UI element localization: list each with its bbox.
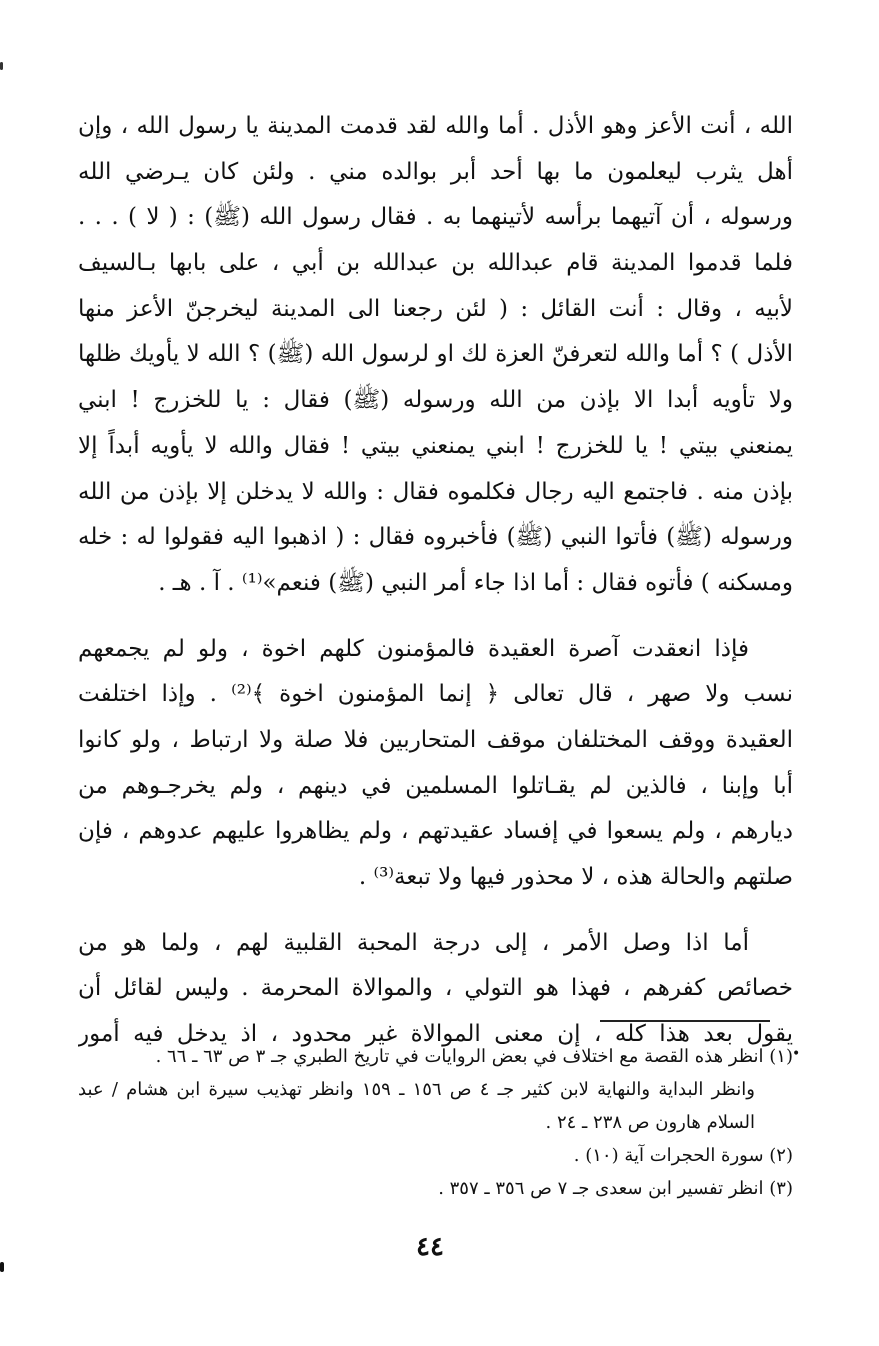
text-line: الأذل ) ؟ أما والله لتعرفنّ العزة لك او لرسول الله (ﷺ) ؟ الله لا يأويك ظلها <box>78 341 793 368</box>
text-line: ولا تأويه أبدا الا بإذن من الله ورسوله (ﷺ) فقال : يا للخزرج ! ابني <box>78 387 793 414</box>
text-line: خصائص كفرهم ، فهذا هو التولي ، والموالاة المحرمة . وليس لقائل أن <box>78 975 793 1002</box>
text-line: بإذن منه . فاجتمع اليه رجال فكلموه فقال : والله لا يدخلن إلا بإذن من الله <box>78 478 793 505</box>
footnote-divider <box>600 1020 770 1022</box>
text-line: فإذا انعقدت آصرة العقيدة فالمؤمنون كلهم اخوة ، ولو لم يجمعهم <box>78 635 749 662</box>
footnote-bullet: • <box>792 1046 801 1062</box>
text-line: ديارهم ، ولم يسعوا في إفساد عقيدتهم ، ولم يظاهروا عليهم عدوهم ، فإن <box>78 818 793 845</box>
footnote-1-continued: السلام هارون ص ٢٣٨ ـ ٢٤ . <box>545 1112 755 1133</box>
text-line: الله ، أنت الأعز وهو الأذل . أما والله لقد قدمت المدينة يا رسول الله ، وإن <box>78 113 793 139</box>
text-line: يقول بعد هذا كله ، إن معنى الموالاة غير محدود ، اذ يدخل فيه أمور <box>78 1021 793 1048</box>
footnote-1-continued: وانظر البداية والنهاية لابن كثير جـ ٤ ص ١٥٦ ـ ١٥٩ وانظر تهذيب سيرة ابن هشام / عبد <box>78 1079 755 1100</box>
text-line: لأبيه ، وقال : أنت القائل : ( لئن رجعنا الى المدينة ليخرجنّ الأعز منها <box>78 295 793 322</box>
paragraph <box>78 627 793 901</box>
scan-edge-mark <box>0 62 3 70</box>
footnote-3: (٣) انظر تفسير ابن سعدى جـ ٧ ص ٣٥٦ ـ ٣٥٧ . <box>438 1178 793 1199</box>
footnotes <box>78 1040 793 1205</box>
footnote-1: (١) انظر هذه القصة مع اختلاف في بعض الروايات في تاريخ الطبري جـ ٣ ص ٦٣ ـ ٦٦ . <box>155 1046 793 1067</box>
paragraph <box>78 921 793 1058</box>
text-line: يمنعني بيتي ! يا للخزرج ! ابني يمنعني بيتي ! فقال والله لا يأويه أبداً إلا <box>78 432 793 459</box>
text-line: نسب ولا صهر ، قال تعالى ﴿ إنما المؤمنون اخوة ﴾⁽²⁾ . وإذا اختلفت <box>78 681 793 708</box>
text-line: ورسوله ، أن آتيهما برأسه لأتينهما به . فقال رسول الله (ﷺ) : ( لا ) . . . <box>78 204 793 231</box>
text-line: ومسكنه ) فأتوه فقال : أما اذا جاء أمر النبي (ﷺ) فنعم»⁽¹⁾ . آ . هـ . <box>158 569 793 596</box>
body-text <box>78 104 793 1078</box>
text-line: فلما قدموا المدينة قام عبدالله بن عبدالله بن أبي ، على بابها بـالسيف <box>78 250 793 277</box>
page-number: ٤٤ <box>416 1232 444 1262</box>
text-line: العقيدة ووقف المختلفان موقف المتحاربين فلا صلة ولا ارتباط ، ولو كانوا <box>78 726 793 753</box>
footnote-2: (٢) سورة الحجرات آية (١٠) . <box>573 1145 793 1166</box>
text-line: ورسوله (ﷺ) فأتوا النبي (ﷺ) فأخبروه فقال : ( اذهبوا اليه فقولوا له : خله <box>78 524 793 551</box>
text-line: أما اذا وصل الأمر ، إلى درجة المحبة القلبية لهم ، ولما هو من <box>78 929 749 956</box>
text-line: صلتهم والحالة هذه ، لا محذور فيها ولا تبعة⁽³⁾ . <box>358 864 793 890</box>
scan-edge-mark <box>0 1262 4 1272</box>
text-line: أبا وإبنا ، فالذين لم يقـاتلوا المسلمين في دينهم ، ولم يخرجـوهم من <box>78 772 793 799</box>
text-line: أهل يثرب ليعلمون ما بها أحد أبر بوالده مني . ولئن كان يـرضي الله <box>78 158 793 185</box>
paragraph <box>78 104 793 607</box>
